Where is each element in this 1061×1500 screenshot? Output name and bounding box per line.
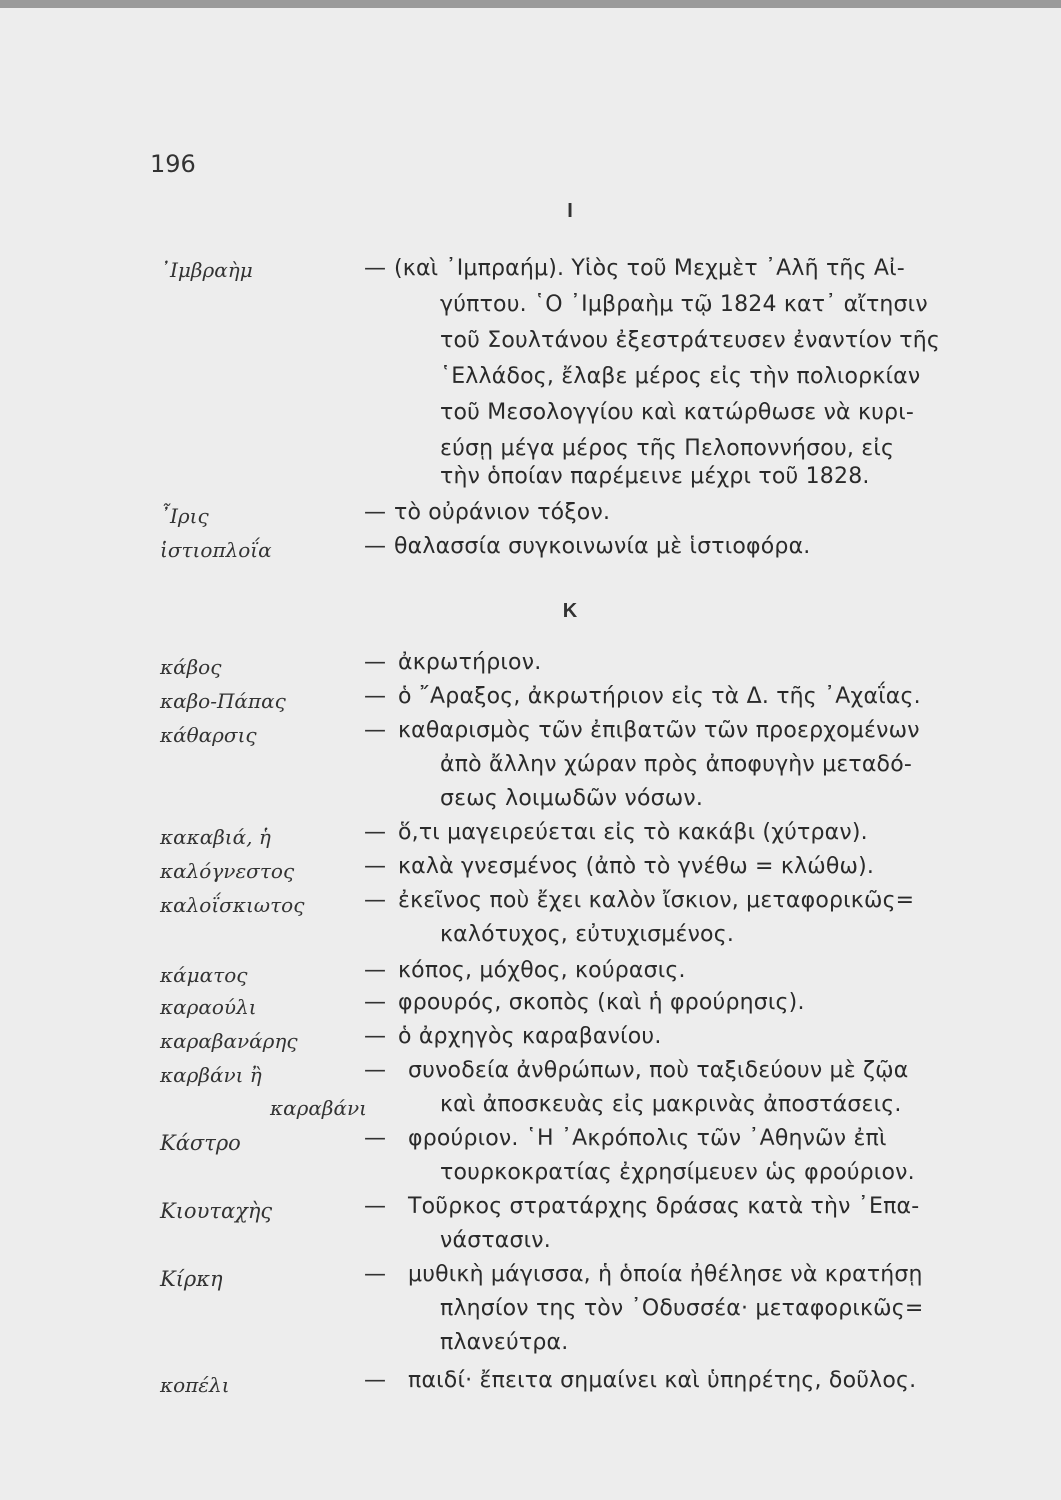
definition-line: μυθικὴ μάγισσα, ἡ ὁποία ἠθέλησε νὰ κρατήσῃ — [408, 1262, 923, 1287]
entry-term: καρβάνι ἢ — [160, 1063, 262, 1087]
entry-term: Κιουταχὴς — [160, 1199, 273, 1223]
entry-term: καλόγνεστος — [160, 859, 295, 883]
definition-line: τοῦ Σουλτάνου ἐξεστράτευσεν ἐναντίον τῆς — [440, 328, 940, 353]
definition-line: γύπτου. ῾Ο ᾿Ιμβραὴμ τῷ 1824 κατ᾿ αἴτησιν — [440, 292, 928, 317]
entry-dash: — — [364, 684, 386, 709]
definition-line: συνοδεία ἀνθρώπων, ποὺ ταξιδεύουν μὲ ζῷα — [408, 1058, 909, 1083]
definition-line: φρούριον. ῾Η ᾿Ακρόπολις τῶν ᾿Αθηνῶν ἐπὶ — [408, 1126, 887, 1151]
entry-term: ἱστιοπλοΐα — [160, 538, 272, 562]
definition-line: καλότυχος, εὐτυχισμένος. — [440, 922, 735, 947]
entry-term: καλοΐσκιωτος — [160, 893, 305, 917]
definition-line: (καὶ ᾿Ιμπραήμ). Υἱὸς τοῦ Μεχμὲτ ᾿Αλῆ τῆς Αἰ- — [394, 256, 905, 281]
definition-line: τὸ οὐράνιον τόξον. — [394, 500, 611, 525]
definition-line: ἐκεῖνος ποὺ ἔχει καλὸν ἴσκιον, μεταφορικῶς= — [398, 888, 915, 913]
entry-term: κάβος — [160, 655, 222, 679]
definition-line: τουρκοκρατίας ἐχρησίμευεν ὡς φρούριον. — [440, 1160, 915, 1185]
entry-term: κακαβιά, ἡ — [160, 825, 271, 849]
definition-line: καλὰ γνεσμένος (ἀπὸ τὸ γνέθω = κλώθω). — [398, 854, 875, 879]
entry-dash: — — [364, 990, 386, 1015]
definition-line: ἀπὸ ἄλλην χώραν πρὸς ἀποφυγὴν μεταδό- — [440, 752, 913, 777]
entry-dash: — — [364, 256, 386, 281]
entry-dash: — — [364, 820, 386, 845]
entry-dash: — — [364, 888, 386, 913]
definition-line: ὁ ἀρχηγὸς καραβανίου. — [398, 1024, 662, 1049]
entry-dash: — — [364, 1368, 386, 1393]
definition-line: θαλασσία συγκοινωνία μὲ ἱστιοφόρα. — [394, 534, 811, 559]
entry-dash: — — [364, 1126, 386, 1151]
definition-line: σεως λοιμωδῶν νόσων. — [440, 786, 704, 811]
definition-line: καὶ ἀποσκευὰς εἰς μακρινὰς ἀποστάσεις. — [440, 1092, 902, 1117]
section-heading-iota: Ι — [567, 200, 573, 222]
page-top-edge — [0, 0, 1061, 8]
definition-line: τοῦ Μεσολογγίου καὶ κατώρθωσε νὰ κυρι- — [440, 400, 914, 425]
section-heading-kappa: Κ — [562, 600, 578, 622]
entry-term-alternate: καραβάνι — [270, 1096, 367, 1120]
entry-dash: — — [364, 854, 386, 879]
entry-term: ῏Ιρις — [160, 504, 209, 528]
entry-term: κάματος — [160, 963, 248, 987]
entry-dash: — — [364, 1262, 386, 1287]
definition-line: τὴν ὁποίαν παρέμεινε μέχρι τοῦ 1828. — [440, 464, 870, 489]
definition-line: ἀκρωτήριον. — [398, 650, 542, 675]
entry-term: κοπέλι — [160, 1373, 230, 1397]
definition-line: Τοῦρκος στρατάρχης δράσας κατὰ τὴν ᾿Επα- — [408, 1194, 920, 1219]
entry-dash: — — [364, 1058, 386, 1083]
entry-term: κάθαρσις — [160, 723, 257, 747]
entry-term: Κάστρο — [160, 1131, 241, 1155]
definition-line: ῾Ελλάδος, ἔλαβε μέρος εἰς τὴν πολιορκίαν — [440, 364, 921, 389]
entry-term: Κίρκη — [160, 1267, 223, 1291]
entry-dash: — — [364, 718, 386, 743]
definition-line: ὅ,τι μαγειρεύεται εἰς τὸ κακάβι (χύτραν). — [398, 820, 868, 845]
entry-term: καραούλι — [160, 995, 257, 1019]
entry-term: ᾿Ιμβραὴμ — [160, 258, 253, 282]
entry-term: καραβανάρης — [160, 1029, 298, 1053]
entry-dash: — — [364, 1194, 386, 1219]
entry-dash: — — [364, 650, 386, 675]
definition-line: φρουρός, σκοπὸς (καὶ ἡ φρούρησις). — [398, 990, 805, 1015]
entry-dash: — — [364, 500, 386, 525]
entry-dash: — — [364, 1024, 386, 1049]
definition-line: κόπος, μόχθος, κούρασις. — [398, 958, 686, 983]
page-number: 196 — [150, 150, 196, 178]
definition-line: καθαρισμὸς τῶν ἐπιβατῶν τῶν προερχομένων — [398, 718, 920, 743]
definition-line: πλανεύτρα. — [440, 1330, 569, 1355]
definition-line: πλησίον της τὸν ᾿Οδυσσέα· μεταφορικῶς= — [440, 1296, 924, 1321]
definition-line: ὁ ῎Αραξος, ἀκρωτήριον εἰς τὰ Δ. τῆς ᾿Αχαΐας. — [398, 684, 921, 709]
entry-term: καβο-Πάπας — [160, 689, 286, 713]
entry-dash: — — [364, 958, 386, 983]
definition-line: εύσῃ μέγα μέρος τῆς Πελοποννήσου, εἰς — [440, 436, 895, 461]
entry-dash: — — [364, 534, 386, 559]
definition-line: νάστασιν. — [440, 1228, 551, 1253]
definition-line: παιδί· ἔπειτα σημαίνει καὶ ὑπηρέτης, δοῦλος. — [408, 1368, 917, 1393]
